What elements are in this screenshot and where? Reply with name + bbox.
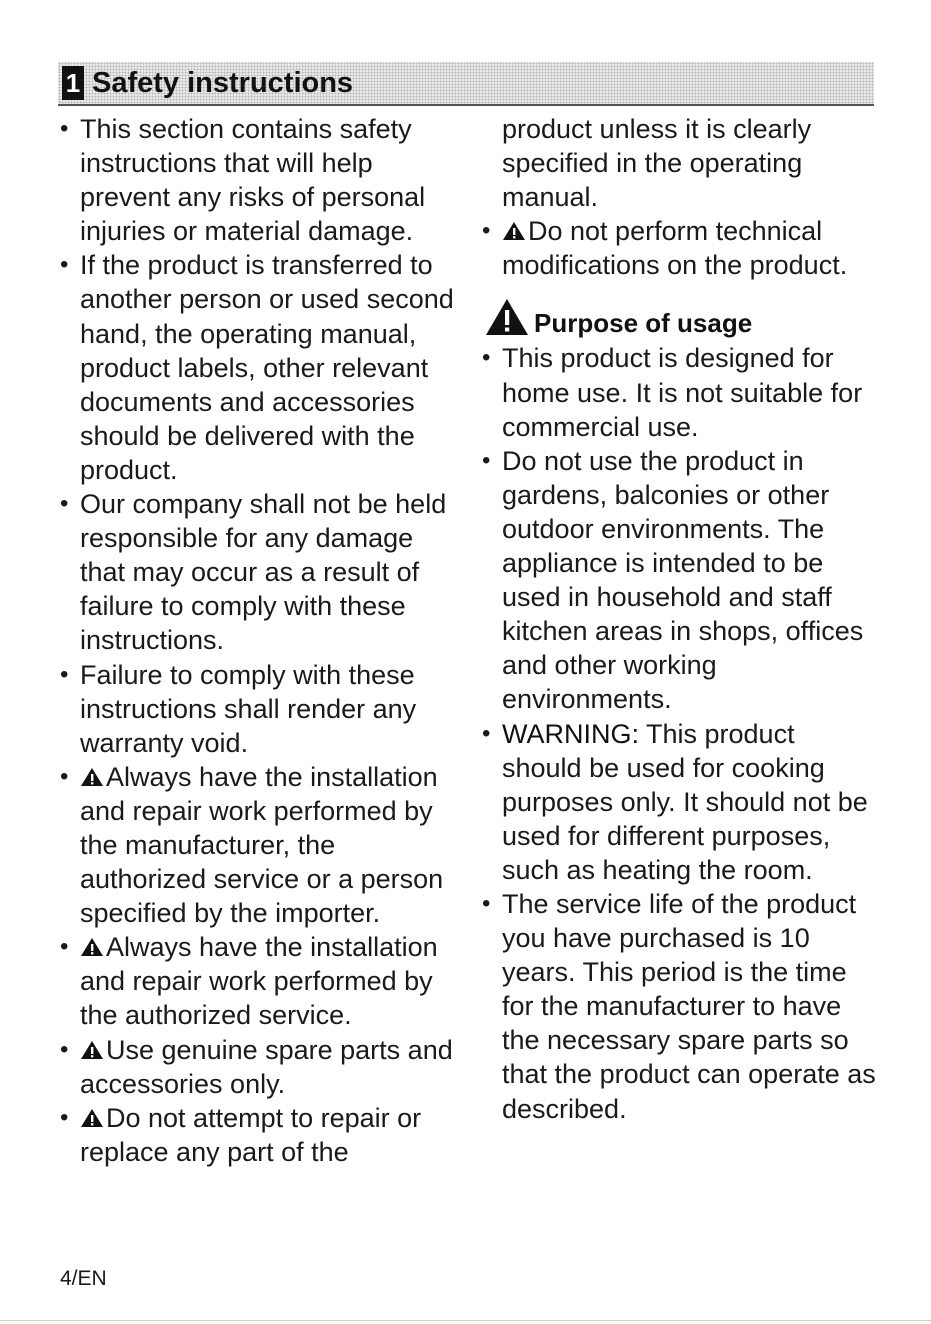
list-item-text: Use genuine spare parts and accessories only. bbox=[80, 1034, 453, 1099]
list-item bbox=[480, 717, 880, 887]
bullet-icon: • bbox=[60, 251, 69, 279]
section-heading-text: Purpose of usage bbox=[534, 308, 753, 339]
list-item bbox=[58, 1101, 458, 1169]
list-item-text: Always have the installation and repair work performed by the authorized service. bbox=[80, 932, 438, 1031]
list-item-text: The service life of the product you have purchased is 10 years. This period is the time for the manufacturer to have the necessary spare parts so that the product can operate as described. bbox=[502, 888, 876, 1124]
section-heading bbox=[480, 297, 880, 341]
list-item bbox=[58, 760, 458, 930]
list-item-continuation bbox=[480, 112, 880, 214]
bullet-icon: • bbox=[482, 719, 491, 747]
list-item bbox=[58, 930, 458, 1032]
page-bottom-divider bbox=[0, 1320, 931, 1321]
list-item bbox=[480, 341, 880, 443]
list-item bbox=[480, 887, 880, 1126]
list-item bbox=[58, 112, 458, 248]
bullet-icon: • bbox=[60, 490, 69, 518]
list-item bbox=[58, 487, 458, 657]
section-header-bar bbox=[58, 62, 874, 106]
warning-triangle-icon bbox=[80, 1108, 104, 1128]
right-column bbox=[480, 112, 880, 1126]
warning-triangle-icon bbox=[502, 221, 526, 241]
list-item-text: Failure to comply with these instructions shall render any warranty void. bbox=[80, 659, 417, 758]
bullet-icon: • bbox=[60, 933, 69, 961]
list-item bbox=[480, 444, 880, 717]
list-item-text: If the product is transferred to another person or used second hand, the operating manual, product labels, other relevant documents and accessories should be delivered with the product. bbox=[80, 250, 454, 485]
bullet-icon: • bbox=[482, 889, 491, 917]
bullet-icon: • bbox=[60, 1103, 69, 1131]
warning-triangle-icon bbox=[484, 297, 530, 337]
bullet-icon: • bbox=[60, 1035, 69, 1063]
list-item-text: Always have the installation and repair work performed by the manufacturer, the authorized service or a person specified by the importer. bbox=[80, 761, 444, 929]
list-item bbox=[480, 214, 880, 282]
bullet-icon: • bbox=[482, 446, 491, 474]
bullet-icon: • bbox=[60, 660, 69, 688]
page-number: 4/EN bbox=[60, 1267, 107, 1290]
list-item-text: This section contains safety instructions that will help prevent any risks of personal injuries or material damage. bbox=[80, 114, 426, 247]
bullet-icon: • bbox=[482, 344, 491, 372]
warning-triangle-icon bbox=[80, 937, 104, 957]
list-item-text: Do not attempt to repair or replace any part of the bbox=[80, 1102, 422, 1167]
list-item-text: Do not use the product in gardens, balconies or other outdoor environments. The appliance is intended to be used in household and staff kitchen areas in shops, offices and other working environments. bbox=[502, 445, 864, 715]
list-item-text: This product should be used for cooking purposes only. It should not be used for different purposes, such as heating the room. bbox=[502, 718, 868, 885]
bullet-icon: • bbox=[60, 762, 69, 790]
warning-triangle-icon bbox=[80, 767, 104, 787]
page-title: Safety instructions bbox=[92, 67, 354, 99]
bullet-icon: • bbox=[60, 115, 69, 142]
list-item-text: Our company shall not be held responsible for any damage that may occur as a result of failure to comply with these instructions. bbox=[80, 489, 447, 656]
list-item-text: product unless it is clearly specified in the operating manual. bbox=[502, 114, 812, 213]
list-item-text: This product is designed for home use. It is not suitable for commercial use. bbox=[502, 343, 863, 442]
left-column bbox=[58, 112, 458, 1169]
list-item bbox=[58, 248, 458, 487]
list-item bbox=[58, 1033, 458, 1101]
chapter-number-badge: 1 bbox=[62, 66, 84, 100]
warning-triangle-icon bbox=[80, 1040, 104, 1060]
list-item bbox=[58, 658, 458, 760]
bullet-icon: • bbox=[482, 217, 491, 245]
warning-label: WARNING: bbox=[502, 718, 639, 749]
list-item-text: Do not perform technical modifications on the product. bbox=[502, 216, 848, 281]
